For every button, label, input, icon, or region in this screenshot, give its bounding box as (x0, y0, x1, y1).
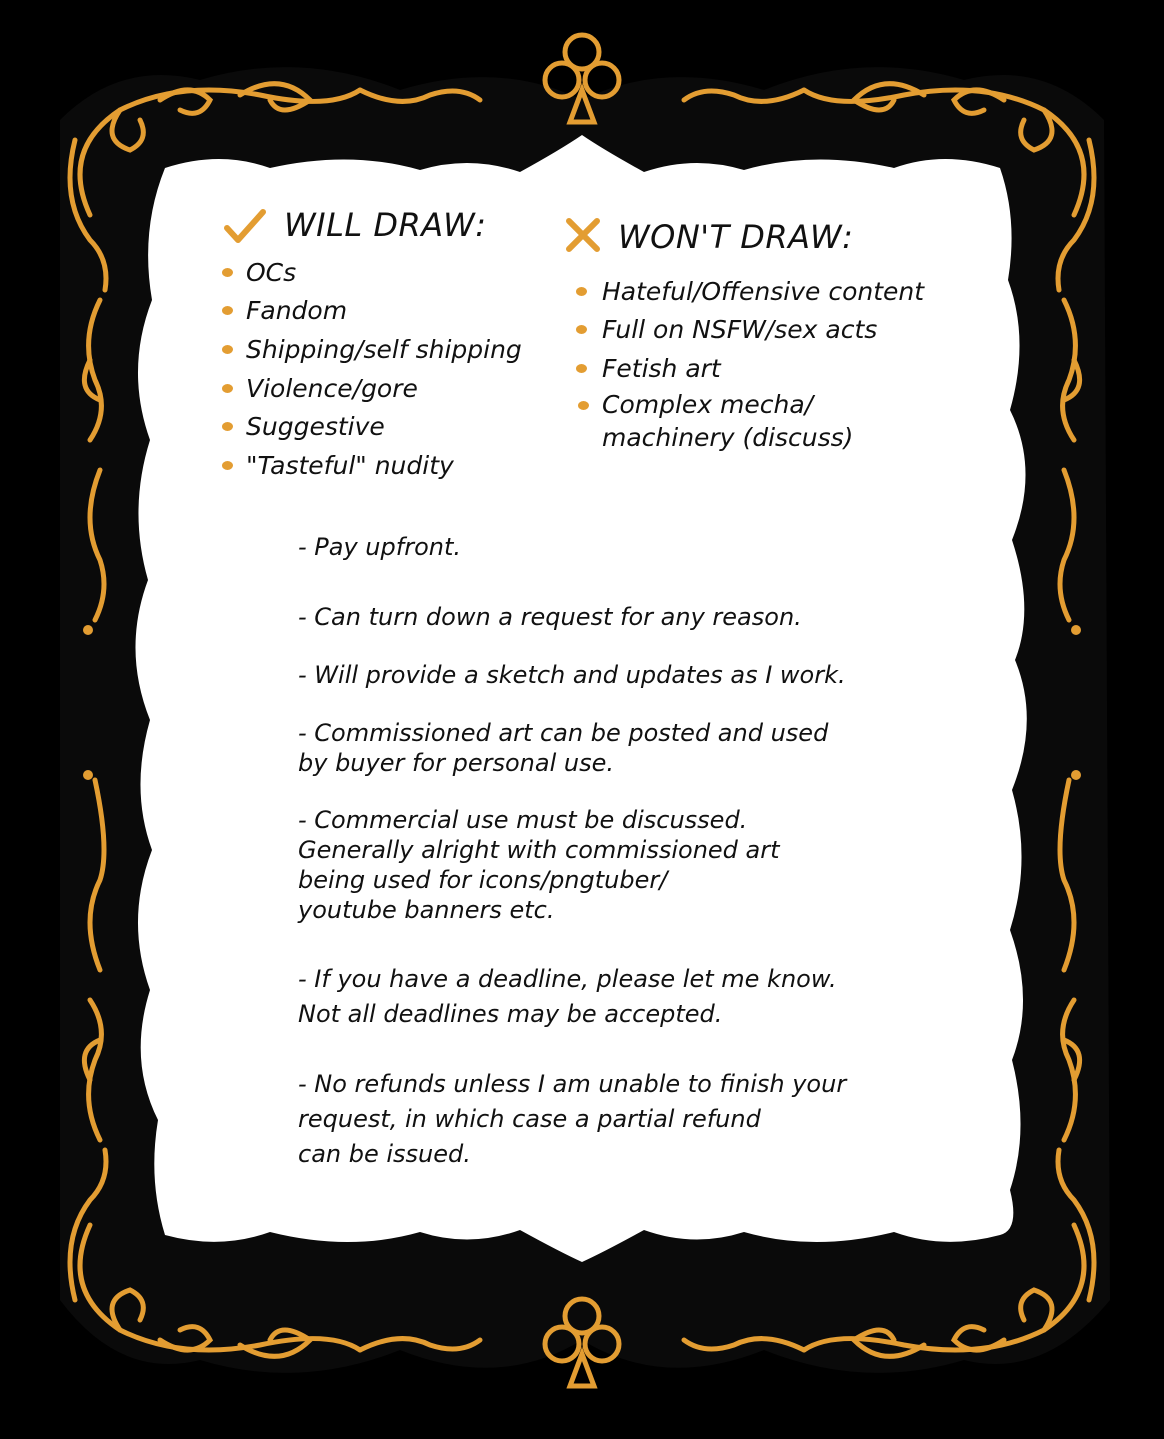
term-item: - Pay upfront. (298, 533, 461, 561)
list-item: Full on NSFW/sex acts (572, 311, 924, 350)
term-item: - If you have a deadline, please let me know. Not all deadlines may be accepted. (298, 965, 837, 1028)
list-item: Fandom (218, 292, 522, 331)
list-item: Fetish art (572, 349, 924, 388)
term-item: - Can turn down a request for any reason. (298, 603, 802, 631)
list-item: "Tasteful" nudity (218, 446, 522, 485)
list-item: Complex mecha/ machinery (discuss) (572, 388, 924, 460)
wont-draw-list (572, 272, 924, 460)
list-item: Hateful/Offensive content (572, 272, 924, 311)
will-draw-list (218, 253, 522, 485)
will-draw-heading: WILL DRAW: (284, 206, 487, 244)
list-item: Shipping/self shipping (218, 330, 522, 369)
term-item: - Commercial use must be discussed. Generally alright with commissioned art being used for icons/pngtuber/ youtube banners etc. (298, 806, 780, 924)
list-item: Violence/gore (218, 369, 522, 408)
term-item: - No refunds unless I am unable to finish your request, in which case a partial refund can be issued. (298, 1070, 847, 1168)
x-mark-icon (564, 216, 602, 254)
list-item: OCs (218, 253, 522, 292)
term-item: - Commissioned art can be posted and used by buyer for personal use. (298, 719, 829, 777)
checkmark-icon (224, 208, 266, 244)
term-item: - Will provide a sketch and updates as I work. (298, 661, 846, 689)
list-item: Suggestive (218, 407, 522, 446)
wont-draw-heading: WON'T DRAW: (618, 218, 854, 256)
